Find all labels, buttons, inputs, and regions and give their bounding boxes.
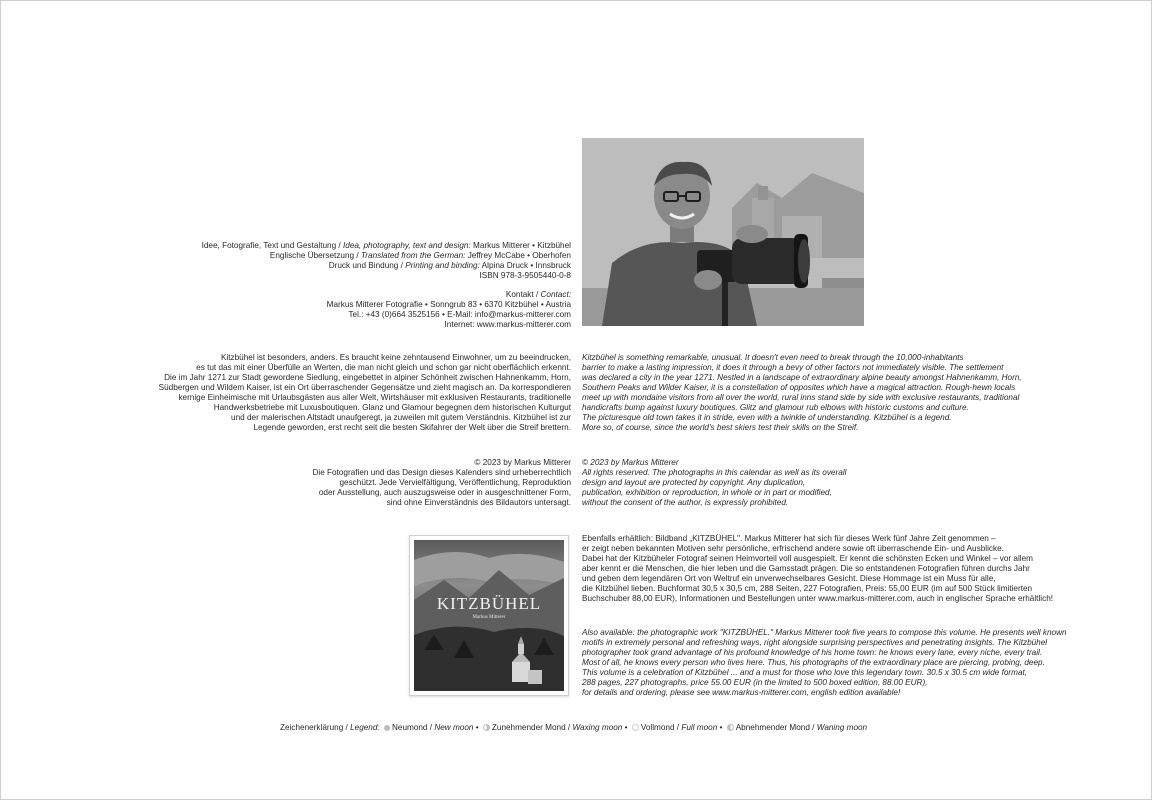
text-line: was declared a city in the year 1271. Nestled in a landscape of extraordinary alpine beauty amongst Hahnenkamm, Horn, bbox=[582, 373, 1022, 382]
text-line: Ebenfalls erhältlich: Bildband „KITZBÜHEL". Markus Mitterer hat sich für dieses Werk fünf Jahre Zeit genommen – bbox=[582, 534, 996, 543]
text-line: barrier to make a lasting impression, it does it through a bevy of other factors not immediately visible. The settlement bbox=[582, 363, 1004, 372]
text-line: © 2023 by Markus Mitterer bbox=[582, 458, 679, 467]
contact-address: Markus Mitterer Fotografie • Sonngrub 83 • 6370 Kitzbühel • Austria bbox=[326, 300, 571, 309]
text-line: photographer took grand advantage of his profound knowledge of his home town: he knows every lane, every niche, every trail. bbox=[582, 648, 1043, 657]
credit-line: Druck und Bindung / Printing and binding: Alpina Druck • Innsbruck bbox=[328, 261, 571, 270]
text-line: meet up with mondaine visitors from all over the world, rural inns stand side by side with exclusive restaurants, traditional bbox=[582, 393, 1020, 402]
text-line: Southern Peaks and Wilder Kaiser, it is a constellation of opposites which have a magical attraction. Rough-hewn locals bbox=[582, 383, 1016, 392]
book-description-english bbox=[582, 628, 1067, 698]
book-cover-image bbox=[414, 540, 564, 691]
legend-item-waning-moon: Abnehmender Mond / Waning moon bbox=[725, 723, 867, 732]
book-cover-subtitle: Markus Mitterer bbox=[472, 615, 506, 620]
text-line: Legende geworden, erst recht seit die besten Skifahrer der Welt über die Streif brettern. bbox=[253, 423, 571, 432]
text-line: und geben dem legendären Ort von Weltruf ein unverwechselbares Gesicht. Diese Hommage ist ein Muss für alle, bbox=[582, 574, 996, 583]
text-line: Buchschuber 88,00 EUR), Informationen und Bestellungen unter www.markus-mitterer.com, auch in englischer Sprache erhältlich! bbox=[582, 594, 1054, 603]
text-line: 288 pages, 227 photographs, price 55.00 EUR (in the limited to 500 boxed edition, 88.00 EUR), bbox=[582, 678, 928, 687]
text-line: handicrafts bump against luxury boutiques. Glitz and glamour rub elbows with historic customs and culture. bbox=[582, 403, 969, 412]
contact-heading: Kontakt / Contact: bbox=[505, 290, 571, 299]
text-line: oder Ausstellung, auch auszugsweise oder in ausgeschnittener Form, bbox=[318, 488, 571, 497]
text-line: The picturesque old town takes it in stride, even with a twinkle of understanding. Kitzbühel is a legend. bbox=[582, 413, 952, 422]
text-line: aber kennt er die Menschen, die hier leben und die Gamsstadt prägen. Die so entstandenen Fotografien führen durchs Jahr bbox=[582, 564, 1030, 573]
photographer-portrait bbox=[582, 138, 864, 326]
contact-website: Internet: www.markus-mitterer.com bbox=[444, 320, 571, 329]
text-line: Also available: the photographic work "KITZBÜHEL." Markus Mitterer took five years to compose this volume. He presents well known bbox=[582, 628, 1067, 637]
book-description-german bbox=[582, 534, 1053, 604]
legend-label: Zeichenerklärung / Legend: bbox=[280, 723, 380, 732]
new-moon-icon bbox=[384, 725, 390, 731]
credit-line: Englische Übersetzung / Translated from the German: Jeffrey McCabe • Oberhofen bbox=[269, 251, 571, 260]
text-line: Dabei hat der Kitzbüheler Fotograf seinen Heimvorteil voll ausgespielt. Er kennt die schönsten Ecken und Winkel – vor allem bbox=[582, 554, 1034, 563]
text-line: Die im Jahr 1271 zur Stadt gewordene Siedlung, eingebettet in alpiner Schönheit zwischen Hahnenkamm, Horn, bbox=[164, 373, 571, 382]
text-line: without the consent of the author, is expressly prohibited. bbox=[582, 498, 789, 507]
legend-item-new-moon: Neumond / New moon • bbox=[382, 723, 479, 732]
text-line: design and layout are protected by copyright. Any duplication, bbox=[582, 478, 806, 487]
moon-phase-legend bbox=[280, 723, 867, 733]
text-line: © 2023 by Markus Mitterer bbox=[474, 458, 571, 467]
contact-phone-email: Tel.: +43 (0)664 3525156 • E-Mail: info@markus-mitterer.com bbox=[348, 310, 571, 319]
waning-moon-icon bbox=[727, 724, 734, 731]
intro-german bbox=[159, 353, 571, 433]
text-line: All rights reserved. The photographs in this calendar as well as its overall bbox=[582, 468, 847, 477]
text-line: motifs in extremely personal and refreshing ways, right alongside surprising perspectives and penetrating insights. The Kitzbühel bbox=[582, 638, 1048, 647]
legend-item-waxing-moon: Zunehmender Mond / Waxing moon • bbox=[481, 723, 628, 732]
text-line: Südbergen und Wildem Kaiser, ist ein Ort überraschender Gegensätze und zieht magisch an. Da korrespondieren bbox=[158, 383, 571, 392]
text-line: Die Fotografien und das Design dieses Kalenders sind urheberrechtlich bbox=[312, 468, 571, 477]
text-line: er zeigt neben bekannten Motiven sehr persönliche, erfrischend andere sowie oft überraschende Ein- und Ausblicke. bbox=[582, 544, 1004, 553]
text-line: die Kitzbühel lieben. Buchformat 30,5 x 30,5 cm, 288 Seiten, 227 Fotografien, Preis: 55,00 EUR (im auf 500 Stück limitierten bbox=[582, 584, 1033, 593]
waxing-moon-icon bbox=[483, 724, 490, 731]
text-line: es tut das mit einer Überfülle an Werten, die man nicht gleich und schon gar nicht oberflächlich erkennt. bbox=[196, 363, 571, 372]
legend-item-full-moon: Vollmond / Full moon • bbox=[630, 723, 723, 732]
credit-line: Idee, Fotografie, Text und Gestaltung / Idea, photography, text and design: Markus Mitterer • Kitzbühel bbox=[201, 241, 571, 250]
intro-english bbox=[582, 353, 1022, 433]
text-line: Kitzbühel ist besonders, anders. Es braucht keine zehntausend Einwohner, um zu beeindrucken, bbox=[220, 353, 571, 362]
isbn: ISBN 978-3-9505440-0-8 bbox=[479, 271, 571, 280]
book-cover-frame bbox=[409, 535, 569, 696]
credits-block bbox=[202, 241, 571, 330]
text-line: More so, of course, since the world's best skiers test their skills on the Streif. bbox=[582, 423, 859, 432]
text-line: for details and ordering, please see www.markus-mitterer.com, english edition available! bbox=[582, 688, 901, 697]
book-cover-title: KITZBÜHEL bbox=[436, 594, 542, 613]
text-line: sind ohne Einverständnis des Bildautors untersagt. bbox=[386, 498, 571, 507]
text-line: kernige Einheimische mit Urlaubsgästen aus aller Welt, Wirtshäuser mit exklusiven Restaurants, traditionelle bbox=[178, 393, 571, 402]
copyright-german bbox=[312, 458, 571, 508]
text-line: Handwerksbetriebe mit Luxusboutiquen. Glanz und Glamour begegnen dem historischen Kulturgut bbox=[213, 403, 571, 412]
copyright-english bbox=[582, 458, 846, 508]
full-moon-icon bbox=[632, 724, 639, 731]
text-line: geschützt. Jede Vervielfältigung, Veröffentlichung, Reproduktion bbox=[339, 478, 571, 487]
text-line: Kitzbühel is something remarkable, unusual. It doesn't even need to break through the 10,000-inhabitants bbox=[582, 353, 964, 362]
text-line: publication, exhibition or reproduction, in whole or in part or modified, bbox=[582, 488, 832, 497]
text-line: This volume is a celebration of Kitzbühel ... and a must for those who love this legendary town. 30.5 x 30.5 cm wide format, bbox=[582, 668, 1028, 677]
text-line: Most of all, he knows every person who lives here. Thus, his photographs of the extraordinary place are piercing, probing, deep. bbox=[582, 658, 1045, 667]
text-line: und der malerischen Altstadt unaufgeregt, ja zuweilen mit gutem Verständnis. Kitzbühel ist zur bbox=[231, 413, 571, 422]
